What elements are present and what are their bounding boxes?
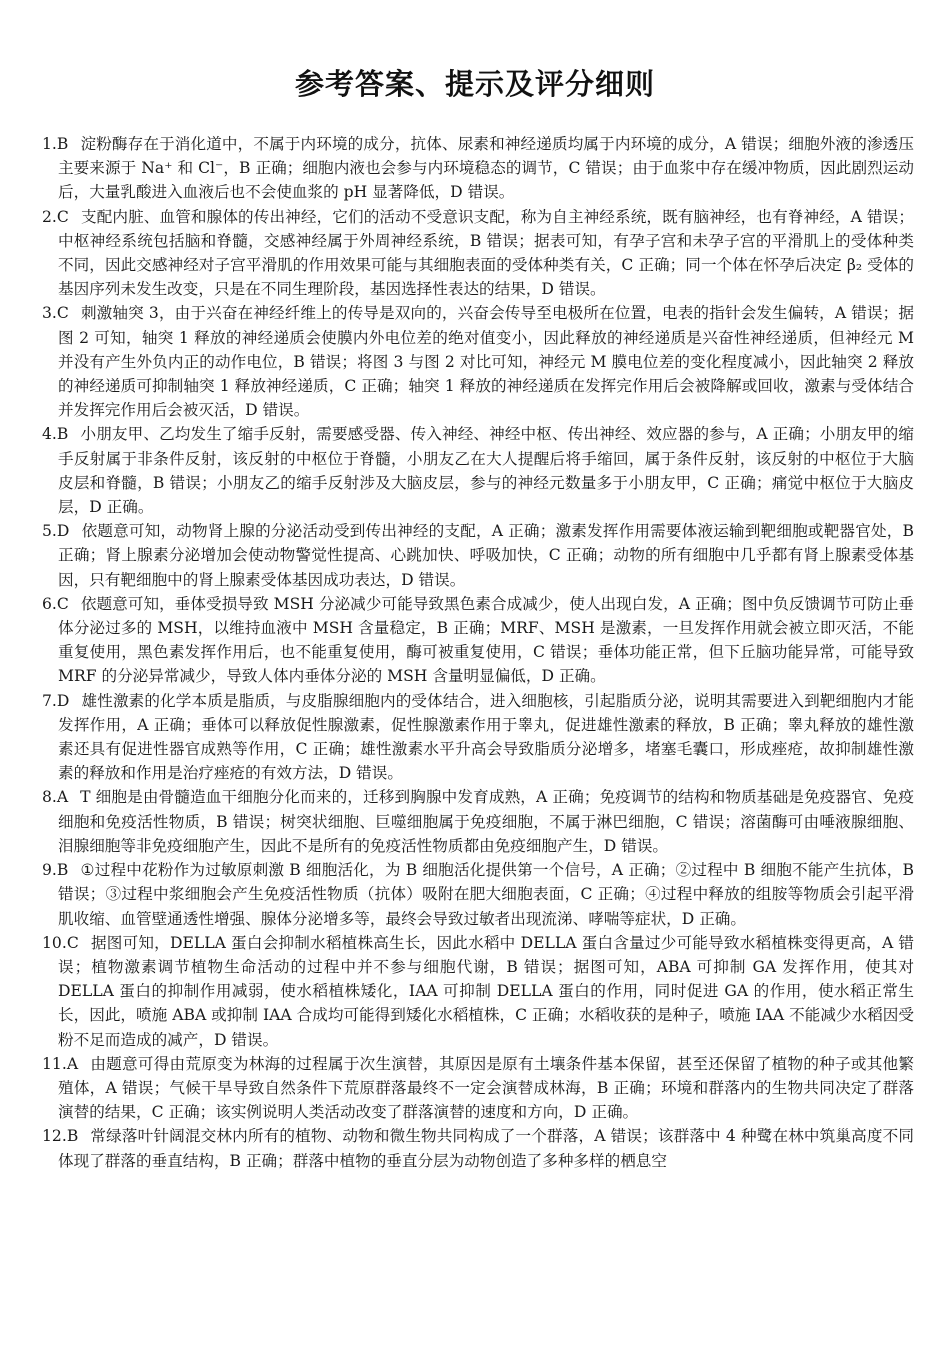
answer-list	[42, 132, 914, 1282]
answer-item	[42, 132, 914, 205]
item-answer: C	[66, 933, 79, 952]
item-number: 5.	[42, 522, 57, 541]
answer-item	[42, 422, 914, 519]
item-answer: C	[56, 207, 69, 226]
page-title: 参考答案、提示及评分细则	[294, 67, 655, 101]
item-number: 4.	[42, 425, 57, 444]
answer-item	[42, 858, 914, 931]
item-number: 12.	[42, 1127, 67, 1146]
item-answer: B	[56, 861, 69, 880]
item-explanation: 依题意可知，垂体受损导致 MSH 分泌减少可能导致黑色素合成减少，使人出现白发，A 正确；图中负反馈调节可防止垂体分泌过多的 MSH，以维持血液中 MSH 含量稳定，B 正确；MRF、MSH 是激素，一旦发挥作用就会被立即灭活，不能重复使用，黑色素发挥作用后，也不能重复使用，酶可被重复使用，C 错误；垂体功能正常，但下丘脑功能异常，可能导致 MRF 的分泌异常减少，导致人体内垂体分泌的 MSH 含量明显偏低，D 正确。	[58, 594, 914, 686]
answer-item	[42, 931, 914, 1052]
item-number: 6.	[42, 594, 57, 613]
item-explanation: 小朋友甲、乙均发生了缩手反射，需要感受器、传入神经、神经中枢、传出神经、效应器的参与，A 正确；小朋友甲的缩手反射属于非条件反射，该反射的中枢位于脊髓，小朋友乙在大人提醒后将手缩回，属于条件反射，该反射的中枢位于大脑皮层和脊髓，B 错误；小朋友乙的缩手反射涉及大脑皮层，参与的神经元数量多于小朋友甲，C 正确；痛觉中枢位于大脑皮层，D 正确。	[58, 425, 914, 517]
answer-item	[42, 1052, 914, 1125]
item-explanation: 常绿落叶针阔混交林内所有的植物、动物和微生物共同构成了一个群落，A 错误；该群落中 4 种鹭在林中筑巢高度不同体现了群落的垂直结构，B 正确；群落中植物的垂直分层为动物创造了多种多样的栖息空	[58, 1127, 914, 1170]
page-bottom-margin	[0, 1282, 950, 1350]
answer-item	[42, 689, 914, 786]
item-number: 10.	[42, 933, 67, 952]
item-answer: A	[66, 1054, 79, 1073]
item-answer: B	[66, 1127, 79, 1146]
answer-item	[42, 785, 914, 858]
item-explanation: T 细胞是由骨髓造血干细胞分化而来的，迁移到胸腺中发育成熟，A 正确；免疫调节的结构和物质基础是免疫器官、免疫细胞和免疫活性物质，B 错误；树突状细胞、巨噬细胞属于免疫细胞，不属于淋巴细胞，C 错误；溶菌酶可由唾液腺细胞、泪腺细胞等非免疫细胞产生，因此不是所有的免疫活性物质都由免疫细胞产生，D 错误。	[58, 788, 914, 855]
item-number: 9.	[42, 861, 57, 880]
item-explanation: 支配内脏、血管和腺体的传出神经，它们的活动不受意识支配，称为自主神经系统，既有脑神经，也有脊神经，A 错误；中枢神经系统包括脑和脊髓，交感神经属于外周神经系统，B 错误；据表可知，有孕子宫和未孕子宫的平滑肌上的受体种类不同，因此交感神经对子宫平滑肌的作用效果可能与其细胞表面的受体种类有关，C 正确；同一个体在怀孕后决定 β₂ 受体的基因序列未发生改变，只是在不同生理阶段，基因选择性表达的结果，D 错误。	[58, 207, 914, 299]
item-answer: C	[56, 594, 69, 613]
answer-item	[42, 301, 914, 422]
item-number: 8.	[42, 788, 57, 807]
answer-item	[42, 205, 914, 302]
item-number: 7.	[42, 691, 57, 710]
item-explanation: 雄性激素的化学本质是脂质，与皮脂腺细胞内的受体结合，进入细胞核，引起脂质分泌，说明其需要进入到靶细胞内才能发挥作用，A 正确；垂体可以释放促性腺激素，促性腺激素作用于睾丸，促进雄性激素的释放，B 正确；睾丸释放的雄性激素还具有促进性器官成熟等作用，C 正确；雄性激素水平升高会导致脂质分泌增多，堵塞毛囊口，形成痤疮，故抑制雄性激素的释放和作用是治疗痤疮的有效方法，D 错误。	[58, 691, 914, 783]
item-number: 3.	[42, 304, 57, 323]
answer-item	[42, 1124, 914, 1172]
item-explanation: 淀粉酶存在于消化道中，不属于内环境的成分，抗体、尿素和神经递质均属于内环境的成分，A 错误；细胞外液的渗透压主要来源于 Na⁺ 和 Cl⁻，B 正确；细胞内液也会参与内环境稳态的调节，C 错误；由于血浆中存在缓冲物质，因此剧烈运动后，大量乳酸进入血液后也不会使血浆的 pH 显著降低，D 错误。	[58, 135, 914, 202]
item-answer: C	[56, 304, 69, 323]
item-explanation: ①过程中花粉作为过敏原刺激 B 细胞活化，为 B 细胞活化提供第一个信号，A 正确；②过程中 B 细胞不能产生抗体，B 错误；③过程中浆细胞会产生免疫活性物质（抗体）吸附在肥大细胞表面，C 正确；④过程中释放的组胺等物质会引起平滑肌收缩、血管壁通透性增强、腺体分泌增多等，最终会导致过敏者出现流涕、哮喘等症状，D 正确。	[58, 861, 914, 928]
answer-item	[42, 519, 914, 592]
item-explanation: 依题意可知，动物肾上腺的分泌活动受到传出神经的支配，A 正确；激素发挥作用需要体液运输到靶细胞或靶器官处，B 正确；肾上腺素分泌增加会使动物警觉性提高、心跳加快、呼吸加快，C 正确；动物的所有细胞中几乎都有肾上腺素受体基因，只有靶细胞中的肾上腺素受体基因成功表达，D 错误。	[58, 522, 914, 589]
item-answer: D	[56, 691, 70, 710]
item-answer: B	[56, 425, 69, 444]
item-number: 1.	[42, 135, 57, 153]
item-answer: D	[56, 522, 70, 541]
item-number: 11.	[42, 1054, 67, 1073]
item-number: 2.	[42, 207, 57, 226]
item-explanation: 刺激轴突 3，由于兴奋在神经纤维上的传导是双向的，兴奋会传导至电极所在位置，电表的指针会发生偏转，A 错误；据图 2 可知，轴突 1 释放的神经递质会使膜内外电位差的绝对值变小，因此释放的神经递质是兴奋性神经递质，但神经元 M 并没有产生外负内正的动作电位，B 错误；将图 3 与图 2 对比可知，神经元 M 膜电位差的变化程度减小，因此轴突 2 释放的神经递质可抑制轴突 1 释放神经递质，C 正确；轴突 1 释放的神经递质在发挥完作用后会被降解或回收，激素与受体结合并发挥完作用后会被灭活，D 错误。	[58, 304, 914, 420]
answer-item	[42, 592, 914, 689]
item-answer: A	[56, 788, 69, 807]
item-answer: B	[56, 135, 69, 153]
item-explanation: 由题意可得由荒原变为林海的过程属于次生演替，其原因是原有土壤条件基本保留，甚至还保留了植物的种子或其他繁殖体，A 错误；气候干旱导致自然条件下荒原群落最终不一定会演替成林海，B 正确；环境和群落内的生物共同决定了群落演替的结果，C 正确；该实例说明人类活动改变了群落演替的速度和方向，D 正确。	[58, 1054, 914, 1122]
item-explanation: 据图可知，DELLA 蛋白会抑制水稻植株高生长，因此水稻中 DELLA 蛋白含量过少可能导致水稻植株变得更高，A 错误；植物激素调节植物生命活动的过程中并不参与细胞代谢，B 错误；据图可知，ABA 可抑制 GA 发挥作用，使其对 DELLA 蛋白的抑制作用减弱，使水稻植株矮化，IAA 可抑制 DELLA 蛋白的作用，同时促进 GA 的作用，使水稻正常生长，因此，喷施 ABA 或抑制 IAA 合成均可能得到矮化水稻植株，C 正确；水稻收获的是种子，喷施 IAA 不能减少水稻因受粉不足而造成的减产，D 错误。	[58, 933, 914, 1049]
